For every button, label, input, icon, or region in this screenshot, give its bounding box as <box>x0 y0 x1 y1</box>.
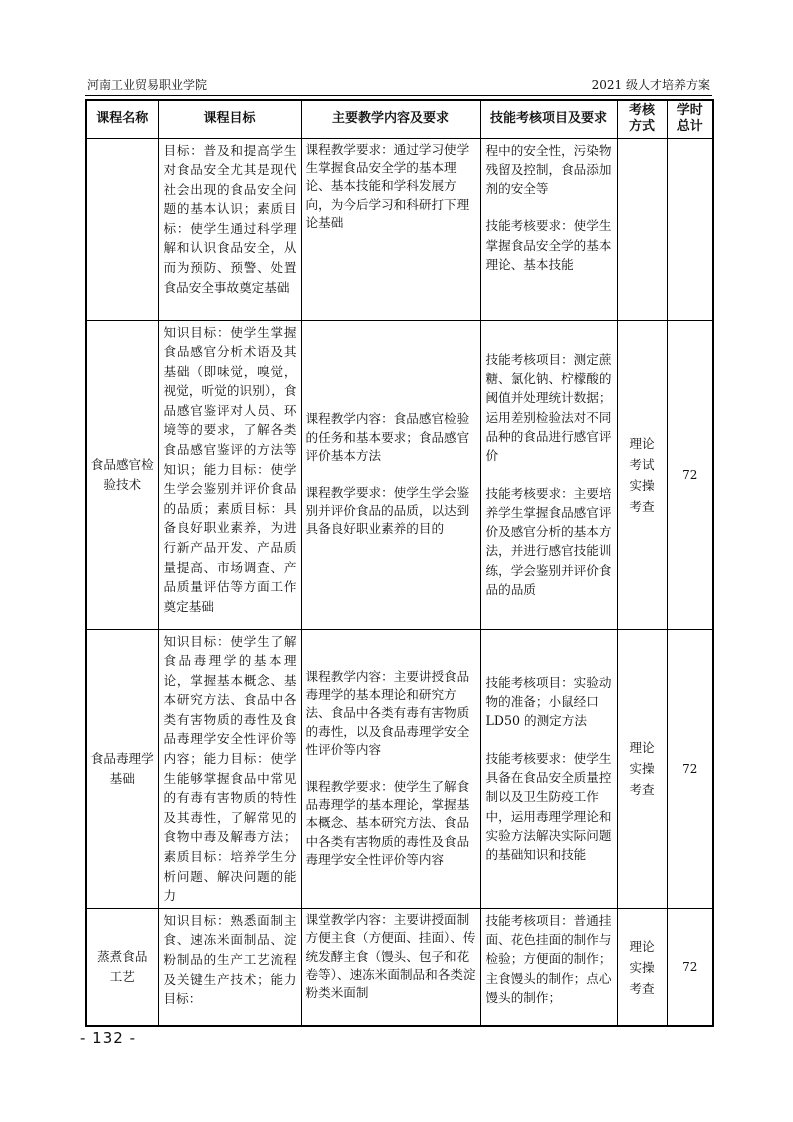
teaching-content-text: 课堂教学内容：主要讲授面制方便主食（方便面、挂面）、传统发酵主食（馒头、包子和花卷等）、速冻米面制品和各类淀粉类米面制 <box>305 911 476 1001</box>
course-name-cell <box>86 908 158 1026</box>
col-header-course-goal: 课程目标 <box>158 100 301 138</box>
teaching-content-text: 课程教学内容：食品感官检验的任务和基本要求；食品感官评价基本方法 <box>305 411 470 464</box>
exam-method-text: 理论实操考查 <box>629 740 655 798</box>
total-hours-cell <box>667 138 713 320</box>
teaching-requirement-text: 课程教学要求：通过学习使学生掌握食品安全学的基本理论、基本技能和学科发展方向，为今后学习和科研打下理论基础 <box>305 141 470 231</box>
course-name-cell: 食品感官检验技术 <box>86 320 158 629</box>
skill-item-text: 程中的安全性，污染物残留及控制，食品添加剂的安全等 <box>485 142 612 197</box>
table-row <box>86 138 713 320</box>
exam-method-cell <box>617 320 667 629</box>
total-hours-cell: 72 <box>667 320 713 629</box>
table-row <box>86 629 713 908</box>
page-number: - 132 - <box>80 1029 136 1047</box>
skill-assessment-cell <box>480 320 617 629</box>
col-header-exam-method <box>617 100 667 138</box>
course-goal-cell: 知识目标：使学生了解食品毒理学的基本理论，掌握基本概念、基本研究方法、食品中各类有害物质的毒性及食品毒理学安全性评价等内容；能力目标：使学生能够掌握食品中常见的有毒有害物质的特性及其毒性，了解常见的食物中毒及解毒方法；素质目标：培养学生分析问题、解决问题的能力 <box>158 629 301 908</box>
col-header-skill-assessment: 技能考核项目及要求 <box>480 100 617 138</box>
table-row <box>86 908 713 1026</box>
col-header-exam-line1: 考核 <box>628 103 655 119</box>
col-header-exam-line2: 方式 <box>628 119 655 135</box>
skill-item-text: 技能考核项目：实验动物的准备；小鼠经口 LD50 的测定方法 <box>485 674 612 729</box>
total-hours-cell: 72 <box>667 908 713 1026</box>
teaching-requirement-text: 课程教学要求：使学生学会鉴别并评价食品的品质，以达到具备良好职业素养的目的 <box>305 484 470 537</box>
course-name-cell <box>86 629 158 908</box>
skill-assessment-cell <box>480 908 617 1026</box>
skill-requirement-text: 技能考核要求：使学生具备在食品安全质量控制以及卫生防疫工作中，运用毒理学理论和实验方法解决实际问题的基础知识和技能 <box>485 750 612 863</box>
course-goal-cell: 知识目标：使学生掌握食品感官分析术语及其基础（即味觉，嗅觉，视觉，听觉的识别），食品感官鉴评对人员、环境等的要求，了解各类食品感官鉴评的方法等知识；能力目标：使学生学会鉴别并评价食品的品质；素质目标：具备良好职业素养，为进行新产品开发、产品质量提高、市场调查、产品质量评估等方面工作奠定基础 <box>158 320 301 629</box>
skill-requirement-text: 技能考核要求：主要培养学生掌握食品感官评价及感官分析的基本方法，并进行感官技能训练，学会鉴别并评价食品的品质 <box>485 485 612 597</box>
header-rule <box>85 95 712 96</box>
teaching-requirement-text: 课程教学要求：使学生了解食品毒理学的基本理论，掌握基本概念、基本研究方法、食品中各类有害物质的毒性及食品毒理学安全性评价等内容 <box>305 778 470 868</box>
course-goal-cell: 知识目标：熟悉面制主食、速冻米面制品、淀粉制品的生产工艺流程及关键生产技术；能力目标： <box>158 908 301 1026</box>
col-header-hours-line2: 总计 <box>676 119 703 135</box>
exam-method-cell <box>617 629 667 908</box>
exam-method-text: 理论实操考查 <box>629 938 655 996</box>
header-school-name: 河南工业贸易职业学院 <box>87 78 208 92</box>
col-header-hours-line1: 学时 <box>676 103 703 119</box>
skill-assessment-cell <box>480 138 617 320</box>
table-row <box>86 320 713 629</box>
curriculum-table <box>85 99 714 1027</box>
skill-item-text: 技能考核项目：普通挂面、花色挂面的制作与检验；方便面的制作；主食馒头的制作；点心馒头的制作； <box>485 912 612 1005</box>
course-name-cell <box>86 138 158 320</box>
skill-item-text: 技能考核项目：测定蔗糖、氯化钠、柠檬酸的阈值并处理统计数据；运用差别检验法对不同品种的食品进行感官评价 <box>485 351 612 464</box>
exam-method-cell <box>617 138 667 320</box>
course-goal-cell: 目标：普及和提高学生对食品安全尤其是现代社会出现的食品安全问题的基本认识；素质目标：使学生通过科学理解和认识食品安全，从而为预防、预警、处置食品安全事故奠定基础 <box>158 138 301 320</box>
teaching-content-text: 课程教学内容：主要讲授食品毒理学的基本理论和研究方法、食品中各类有毒有害物质的毒性，以及食品毒理学安全性评价等内容 <box>305 668 470 758</box>
col-header-course-name: 课程名称 <box>86 100 158 138</box>
course-name-text: 食品毒理学基础 <box>90 750 154 786</box>
teaching-content-cell <box>301 320 480 629</box>
page-header <box>85 76 712 94</box>
col-header-teaching-content: 主要教学内容及要求 <box>301 100 480 138</box>
exam-method-cell <box>617 908 667 1026</box>
table-header-row <box>86 100 713 138</box>
skill-assessment-cell <box>480 629 617 908</box>
header-document-title: 2021 级人才培养方案 <box>591 78 710 92</box>
course-name-text: 蒸煮食品工艺 <box>97 949 148 985</box>
total-hours-cell: 72 <box>667 629 713 908</box>
teaching-content-cell <box>301 908 480 1026</box>
exam-method-text: 理论考试实操考查 <box>629 435 655 514</box>
teaching-content-cell <box>301 629 480 908</box>
teaching-content-cell <box>301 138 480 320</box>
skill-requirement-text: 技能考核要求：使学生掌握食品安全学的基本理论、基本技能 <box>485 218 612 272</box>
col-header-total-hours <box>667 100 713 138</box>
